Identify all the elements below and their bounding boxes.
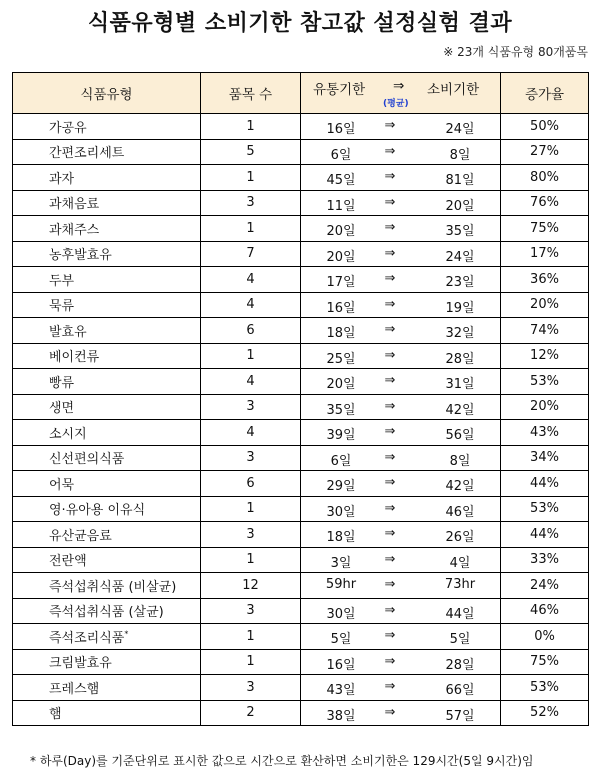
increase-rate-cell: 52%	[501, 700, 589, 726]
food-type-name: 신선편의식품	[49, 452, 125, 468]
shelf-life-comparison-cell	[301, 624, 501, 650]
consume-by-value: 44일	[445, 606, 475, 622]
food-type-cell	[13, 369, 201, 395]
shelf-life-value: 59hr	[325, 577, 357, 592]
food-type-name: 묵류	[49, 299, 75, 315]
food-type-name: 과자	[49, 171, 75, 187]
increase-rate-cell: 36%	[501, 267, 589, 293]
table-row	[13, 573, 589, 599]
table-header-row	[13, 73, 589, 114]
food-type-cell	[13, 420, 201, 446]
food-type-cell	[13, 216, 201, 242]
shelf-life-comparison-cell	[301, 343, 501, 369]
shelf-life-value: 39일	[326, 428, 356, 443]
food-type-name: 즉석조리식품	[49, 630, 125, 646]
table-body	[13, 114, 589, 726]
header-consume-by: 소비기한	[427, 82, 480, 98]
consume-by-value: 32일	[445, 326, 475, 341]
item-count-cell: 12	[201, 573, 301, 599]
table-row	[13, 420, 589, 446]
food-type-cell	[13, 624, 201, 650]
food-type-name: 생면	[49, 401, 75, 417]
arrow-icon: ⇒	[384, 653, 396, 669]
food-type-name: 크림발효유	[49, 656, 112, 672]
shelf-life-value: 29일	[326, 479, 356, 494]
shelf-life-value: 45일	[326, 173, 356, 188]
consume-by-value: 19일	[445, 300, 475, 316]
increase-rate-cell: 75%	[501, 216, 589, 242]
shelf-life-comparison-cell	[301, 114, 501, 140]
table-row	[13, 649, 589, 675]
table-row	[13, 522, 589, 548]
food-type-cell	[13, 445, 201, 471]
consume-by-value: 73hr	[444, 577, 476, 592]
header-arrow-icon: ⇒	[393, 78, 405, 94]
increase-rate-cell: 46%	[501, 598, 589, 624]
header-food-type: 식품유형	[13, 73, 201, 114]
item-count-cell: 3	[201, 598, 301, 624]
food-type-cell	[13, 292, 201, 318]
shelf-life-value: 18일	[326, 326, 356, 341]
food-type-cell	[13, 318, 201, 344]
table-row	[13, 394, 589, 420]
item-count-cell: 4	[201, 420, 301, 446]
arrow-icon: ⇒	[384, 602, 396, 618]
item-count-cell: 3	[201, 445, 301, 471]
food-type-name: 발효유	[49, 324, 87, 340]
arrow-icon: ⇒	[384, 577, 396, 592]
increase-rate-cell: 76%	[501, 190, 589, 216]
food-type-cell	[13, 598, 201, 624]
increase-rate-cell: 44%	[501, 471, 589, 497]
shelf-life-comparison-cell	[301, 241, 501, 267]
food-type-cell	[13, 267, 201, 293]
food-type-cell	[13, 471, 201, 497]
consume-by-value: 5일	[449, 632, 471, 647]
increase-rate-cell: 53%	[501, 496, 589, 522]
shelf-life-comparison-cell	[301, 675, 501, 701]
consume-by-value: 28일	[445, 657, 475, 673]
consume-by-value: 24일	[445, 122, 475, 137]
food-type-name: 가공유	[49, 120, 87, 136]
consume-by-value: 8일	[449, 147, 471, 163]
food-type-cell	[13, 241, 201, 267]
arrow-icon: ⇒	[384, 398, 396, 414]
shelf-life-value: 25일	[326, 351, 356, 367]
consume-by-value: 23일	[445, 275, 475, 290]
shelf-life-comparison-cell	[301, 292, 501, 318]
food-type-name: 간편조리세트	[49, 146, 125, 162]
item-count-cell: 2	[201, 700, 301, 726]
item-count-cell: 1	[201, 624, 301, 650]
shelf-life-comparison-cell	[301, 216, 501, 242]
consume-by-value: 42일	[445, 479, 475, 494]
arrow-icon: ⇒	[384, 220, 396, 235]
shelf-life-value: 6일	[330, 147, 352, 163]
table-row	[13, 216, 589, 242]
table-row	[13, 190, 589, 216]
food-type-cell	[13, 114, 201, 140]
table-row	[13, 471, 589, 497]
arrow-icon: ⇒	[384, 118, 396, 133]
item-count-cell: 6	[201, 471, 301, 497]
shelf-life-value: 18일	[326, 530, 356, 545]
consume-by-value: 20일	[445, 198, 475, 214]
item-count-cell: 7	[201, 241, 301, 267]
shelf-life-comparison-cell	[301, 547, 501, 573]
shelf-life-value: 30일	[326, 504, 356, 520]
table-row	[13, 114, 589, 140]
header-shelf-life: 유통기한	[313, 82, 366, 98]
consume-by-value: 8일	[449, 453, 471, 469]
item-count-cell: 3	[201, 522, 301, 548]
table-row	[13, 624, 589, 650]
food-type-cell	[13, 522, 201, 548]
increase-rate-cell: 34%	[501, 445, 589, 471]
table-row	[13, 700, 589, 726]
arrow-icon: ⇒	[384, 347, 396, 363]
shelf-life-value: 20일	[326, 249, 356, 265]
arrow-icon: ⇒	[384, 526, 396, 541]
shelf-life-comparison-cell	[301, 522, 501, 548]
consume-by-value: 57일	[445, 708, 475, 724]
shelf-life-value: 16일	[326, 657, 356, 673]
item-count-cell: 1	[201, 114, 301, 140]
item-count-cell: 1	[201, 547, 301, 573]
table-row	[13, 343, 589, 369]
food-type-name: 전란액	[49, 554, 87, 570]
arrow-icon: ⇒	[384, 424, 396, 439]
table-row	[13, 267, 589, 293]
item-count-cell: 4	[201, 267, 301, 293]
shelf-life-value: 17일	[326, 275, 356, 290]
arrow-icon: ⇒	[384, 322, 396, 337]
item-count-cell: 6	[201, 318, 301, 344]
arrow-icon: ⇒	[384, 475, 396, 490]
food-type-cell	[13, 675, 201, 701]
increase-rate-cell: 17%	[501, 241, 589, 267]
arrow-icon: ⇒	[384, 296, 396, 312]
arrow-icon: ⇒	[384, 373, 396, 388]
arrow-icon: ⇒	[384, 551, 396, 567]
food-type-name: 유산균음료	[49, 528, 112, 544]
food-type-cell	[13, 343, 201, 369]
shelf-life-comparison-cell	[301, 445, 501, 471]
consume-by-value: 46일	[445, 504, 475, 520]
increase-rate-cell: 74%	[501, 318, 589, 344]
shelf-life-value: 38일	[326, 708, 356, 724]
increase-rate-cell: 53%	[501, 369, 589, 395]
arrow-icon: ⇒	[384, 245, 396, 261]
table-row	[13, 675, 589, 701]
table-row	[13, 165, 589, 191]
food-type-name: 영·유아용 이유식	[49, 503, 146, 519]
arrow-icon: ⇒	[384, 704, 396, 720]
header-item-count: 품목 수	[201, 73, 301, 114]
arrow-icon: ⇒	[384, 194, 396, 210]
increase-rate-cell: 50%	[501, 114, 589, 140]
shelf-life-comparison-cell	[301, 267, 501, 293]
table-row	[13, 369, 589, 395]
shelf-life-comparison-cell	[301, 394, 501, 420]
food-type-cell	[13, 190, 201, 216]
item-count-cell: 3	[201, 675, 301, 701]
item-count-cell: 1	[201, 216, 301, 242]
shelf-life-comparison-cell	[301, 496, 501, 522]
food-type-name: 두부	[49, 273, 75, 289]
arrow-icon: ⇒	[384, 143, 396, 159]
consume-by-value: 81일	[445, 173, 475, 188]
food-type-name: 즉석섭취식품 (비살균)	[49, 579, 177, 595]
scope-note: ※ 23개 식품유형 80개품목	[443, 45, 588, 59]
arrow-icon: ⇒	[384, 449, 396, 465]
item-count-cell: 5	[201, 139, 301, 165]
shelf-life-value: 16일	[326, 122, 356, 137]
shelf-life-comparison-cell	[301, 190, 501, 216]
food-type-name: 프레스햄	[49, 681, 100, 697]
food-type-cell	[13, 547, 201, 573]
food-type-name: 즉석섭취식품 (살균)	[49, 605, 164, 621]
table-row	[13, 445, 589, 471]
arrow-icon: ⇒	[384, 271, 396, 286]
increase-rate-cell: 43%	[501, 420, 589, 446]
shelf-life-value: 30일	[326, 606, 356, 622]
arrow-icon: ⇒	[384, 628, 396, 643]
table-row	[13, 496, 589, 522]
arrow-icon: ⇒	[384, 169, 396, 184]
footnote-marker: *	[124, 629, 129, 639]
consume-by-value: 35일	[445, 224, 475, 239]
food-type-name: 햄	[49, 707, 62, 723]
consume-by-value: 66일	[445, 683, 475, 698]
header-average-label: (평균)	[383, 99, 409, 109]
increase-rate-cell: 75%	[501, 649, 589, 675]
item-count-cell: 1	[201, 649, 301, 675]
increase-rate-cell: 44%	[501, 522, 589, 548]
increase-rate-cell: 12%	[501, 343, 589, 369]
consume-by-value: 26일	[445, 530, 475, 545]
increase-rate-cell: 27%	[501, 139, 589, 165]
consume-by-value: 28일	[445, 351, 475, 367]
increase-rate-cell: 80%	[501, 165, 589, 191]
table-row	[13, 139, 589, 165]
food-type-cell	[13, 165, 201, 191]
increase-rate-cell: 20%	[501, 394, 589, 420]
shelf-life-comparison-cell	[301, 420, 501, 446]
food-type-cell	[13, 573, 201, 599]
table-row	[13, 318, 589, 344]
table-row	[13, 292, 589, 318]
shelf-life-value: 5일	[330, 632, 352, 647]
food-type-name: 베이컨류	[49, 350, 100, 366]
page-title: 식품유형별 소비기한 참고값 설정실험 결과	[87, 11, 513, 36]
table-row	[13, 547, 589, 573]
item-count-cell: 1	[201, 496, 301, 522]
header-increase-rate: 증가율	[501, 73, 589, 114]
header-shelf-life-comparison	[301, 73, 501, 114]
shelf-life-value: 3일	[330, 555, 352, 571]
food-type-name: 농후발효유	[49, 248, 112, 264]
arrow-icon: ⇒	[384, 679, 396, 694]
shelf-life-comparison-cell	[301, 700, 501, 726]
shelf-life-comparison-cell	[301, 139, 501, 165]
shelf-life-comparison-cell	[301, 573, 501, 599]
item-count-cell: 3	[201, 394, 301, 420]
food-type-cell	[13, 139, 201, 165]
shelf-life-value: 11일	[326, 198, 356, 214]
table-row	[13, 598, 589, 624]
food-type-cell	[13, 496, 201, 522]
arrow-icon: ⇒	[384, 500, 396, 516]
food-type-name: 과채주스	[49, 222, 100, 238]
item-count-cell: 4	[201, 369, 301, 395]
food-type-name: 빵류	[49, 375, 75, 391]
consume-by-value: 24일	[445, 249, 475, 265]
consume-by-value: 56일	[445, 428, 475, 443]
shelf-life-value: 35일	[326, 402, 356, 418]
increase-rate-cell: 33%	[501, 547, 589, 573]
results-table	[12, 72, 589, 726]
shelf-life-comparison-cell	[301, 369, 501, 395]
food-type-cell	[13, 649, 201, 675]
footnote: * 하루(Day)를 기준단위로 표시한 값으로 시간으로 환산하면 소비기한은 129시간(5일 9시간)임	[30, 754, 534, 768]
shelf-life-comparison-cell	[301, 598, 501, 624]
shelf-life-value: 43일	[326, 683, 356, 698]
table-row	[13, 241, 589, 267]
increase-rate-cell: 24%	[501, 573, 589, 599]
shelf-life-comparison-cell	[301, 649, 501, 675]
shelf-life-comparison-cell	[301, 165, 501, 191]
food-type-cell	[13, 700, 201, 726]
shelf-life-comparison-cell	[301, 318, 501, 344]
consume-by-value: 31일	[445, 377, 475, 392]
increase-rate-cell: 0%	[501, 624, 589, 650]
food-type-name: 소시지	[49, 426, 87, 442]
shelf-life-comparison-cell	[301, 471, 501, 497]
item-count-cell: 4	[201, 292, 301, 318]
increase-rate-cell: 20%	[501, 292, 589, 318]
food-type-name: 과채음료	[49, 197, 100, 213]
shelf-life-value: 20일	[326, 224, 356, 239]
item-count-cell: 3	[201, 190, 301, 216]
item-count-cell: 1	[201, 343, 301, 369]
shelf-life-value: 6일	[330, 453, 352, 469]
shelf-life-value: 20일	[326, 377, 356, 392]
shelf-life-value: 16일	[326, 300, 356, 316]
food-type-name: 어묵	[49, 477, 75, 493]
consume-by-value: 4일	[449, 555, 471, 571]
item-count-cell: 1	[201, 165, 301, 191]
increase-rate-cell: 53%	[501, 675, 589, 701]
food-type-cell	[13, 394, 201, 420]
consume-by-value: 42일	[445, 402, 475, 418]
